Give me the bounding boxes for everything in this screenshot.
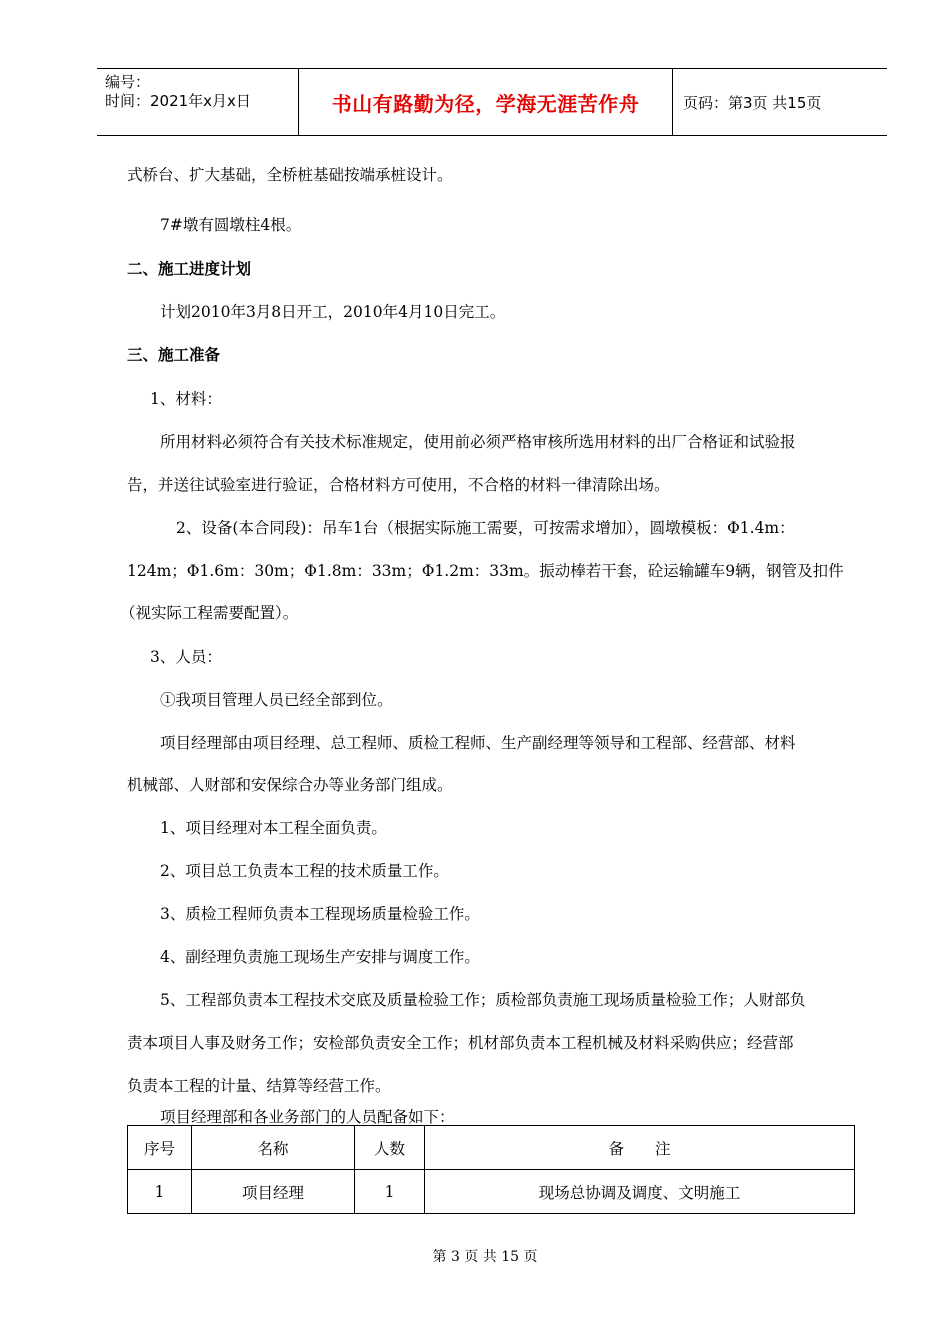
header-page-label: 页码：第3页 共15页: [683, 93, 822, 112]
body-text-line: 告，并送往试验室进行验证，合格材料方可使用，不合格的材料一律清除出场。: [127, 476, 670, 494]
table-cell: 1: [355, 1170, 425, 1214]
document-header: [97, 68, 887, 136]
body-text-line: 所用材料必须符合有关技术标准规定，使用前必须严格审核所选用材料的出厂合格证和试验报: [160, 433, 796, 451]
section-heading-preparation: 三、施工准备: [127, 346, 221, 364]
body-text-line: 1、项目经理对本工程全面负责。: [160, 819, 387, 837]
body-text-line: 2、设备(本合同段)：吊车1台（根据实际施工需要，可按需求增加），圆墩模板：Φ1.4m：: [176, 519, 795, 537]
body-text-line: 责本项目人事及财务工作；安检部负责安全工作；机材部负责本工程机械及材料采购供应；经营部: [127, 1034, 794, 1052]
table-header-row: [128, 1126, 855, 1170]
table-header-cell: 备 注: [425, 1126, 855, 1170]
header-number-label: 编号：: [105, 73, 151, 91]
body-text-line: 7#墩有圆墩柱4根。: [160, 216, 302, 234]
body-text-line: 4、副经理负责施工现场生产安排与调度工作。: [160, 948, 480, 966]
table-cell: 现场总协调及调度、文明施工: [425, 1170, 855, 1214]
table-header-cell: 序号: [128, 1126, 192, 1170]
table-cell: 项目经理: [192, 1170, 355, 1214]
body-text-line: 5、工程部负责本工程技术交底及质量检验工作；质检部负责施工现场质量检验工作；人财部负: [160, 991, 806, 1009]
body-text-line: 项目经理部由项目经理、总工程师、质检工程师、生产副经理等领导和工程部、经营部、材料: [160, 734, 796, 752]
body-text-line: 124m；Φ1.6m：30m；Φ1.8m：33m；Φ1.2m：33m。振动棒若干套，砼运输罐车9辆，钢管及扣件: [127, 562, 844, 580]
header-time-label: 时间：2021年x月x日: [105, 92, 251, 110]
table-caption: 项目经理部和各业务部门的人员配备如下：: [160, 1108, 455, 1126]
header-meta: [97, 69, 299, 135]
body-text-line: 3、质检工程师负责本工程现场质量检验工作。: [160, 905, 480, 923]
staff-table: [127, 1125, 855, 1214]
table-row: [128, 1170, 855, 1214]
body-text-line: 3、人员：: [150, 648, 222, 666]
body-text-line: 2、项目总工负责本工程的技术质量工作。: [160, 862, 449, 880]
header-motto: 书山有路勤为径，学海无涯苦作舟: [299, 69, 673, 135]
table-header-cell: 人数: [355, 1126, 425, 1170]
body-text-line: 计划2010年3月8日开工，2010年4月10日完工。: [160, 303, 506, 321]
body-text-line: 式桥台、扩大基础，全桥桩基础按端承桩设计。: [127, 166, 453, 184]
body-text-line: ①我项目管理人员已经全部到位。: [160, 691, 393, 709]
page-footer: 第 3 页 共 15 页: [432, 1249, 538, 1265]
body-text-line: 负责本工程的计量、结算等经营工作。: [127, 1077, 391, 1095]
table-cell: 1: [128, 1170, 192, 1214]
body-text-line: 1、材料：: [150, 390, 222, 408]
body-text-line: （视实际工程需要配置）。: [120, 604, 299, 622]
table-header-cell: 名称: [192, 1126, 355, 1170]
section-heading-schedule: 二、施工进度计划: [127, 260, 252, 278]
body-text-line: 机械部、人财部和安保综合办等业务部门组成。: [127, 776, 453, 794]
